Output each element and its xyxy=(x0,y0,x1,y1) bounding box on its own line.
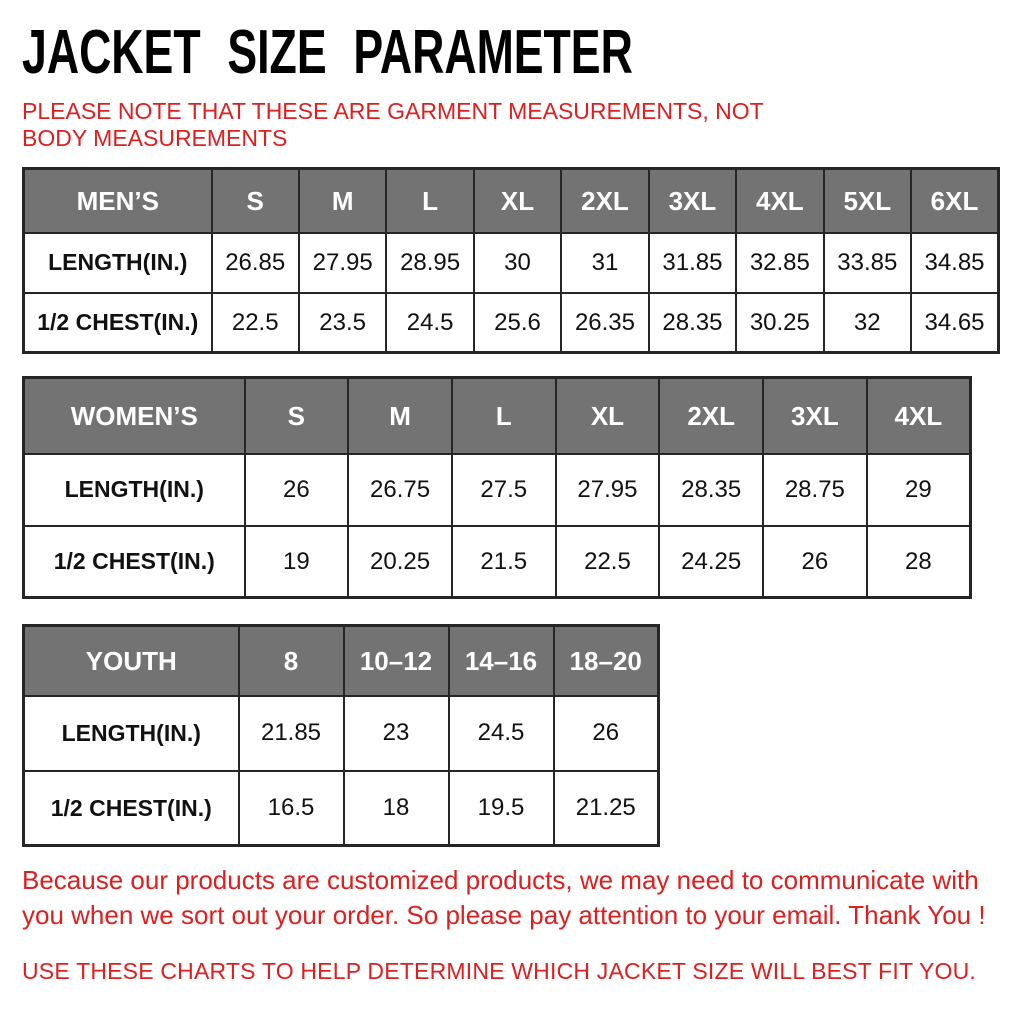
table-cell: 34.85 xyxy=(911,233,999,293)
table-cell: 34.65 xyxy=(911,293,999,353)
table-cell: 24.5 xyxy=(386,293,473,353)
table-cell: 25.6 xyxy=(474,293,561,353)
table-cell: 31 xyxy=(561,233,648,293)
column-header: L xyxy=(452,378,556,454)
row-label: 1/2 CHEST(IN.) xyxy=(24,293,212,353)
table-cell: 26.35 xyxy=(561,293,648,353)
chart-usage-note: USE THESE CHARTS TO HELP DETERMINE WHICH JACKET SIZE WILL BEST FIT YOU. xyxy=(22,957,976,984)
table-cell: 24.5 xyxy=(449,696,554,771)
header-row xyxy=(24,169,999,233)
youth-size-table xyxy=(22,624,660,847)
table-cell: 26 xyxy=(554,696,659,771)
column-header: XL xyxy=(556,378,660,454)
table-cell: 19 xyxy=(245,526,349,598)
table-cell: 21.5 xyxy=(452,526,556,598)
table-cell: 23.5 xyxy=(299,293,386,353)
table-row xyxy=(24,526,971,598)
column-header: S xyxy=(245,378,349,454)
page-title: JACKET SIZE PARAMETER xyxy=(22,18,633,87)
row-label: LENGTH(IN.) xyxy=(24,233,212,293)
column-header: 14–16 xyxy=(449,626,554,696)
column-header: 6XL xyxy=(911,169,999,233)
table-row xyxy=(24,454,971,526)
column-header: 5XL xyxy=(824,169,911,233)
womens-size-table xyxy=(22,376,972,599)
column-header: 10–12 xyxy=(344,626,449,696)
column-header: 2XL xyxy=(561,169,648,233)
column-header: 18–20 xyxy=(554,626,659,696)
table-cell: 28.75 xyxy=(763,454,867,526)
column-header: 4XL xyxy=(736,169,823,233)
column-header: 4XL xyxy=(867,378,971,454)
column-header: XL xyxy=(474,169,561,233)
row-label: LENGTH(IN.) xyxy=(24,454,245,526)
table-cell: 21.85 xyxy=(239,696,344,771)
garment-measurement-note: PLEASE NOTE THAT THESE ARE GARMENT MEASUREMENTS, NOT BODY MEASUREMENTS xyxy=(22,98,764,152)
table-row xyxy=(24,233,999,293)
column-header: M xyxy=(348,378,452,454)
table-row xyxy=(24,771,659,846)
table-cell: 33.85 xyxy=(824,233,911,293)
row-label: 1/2 CHEST(IN.) xyxy=(24,771,239,846)
table-cell: 32.85 xyxy=(736,233,823,293)
table-row xyxy=(24,696,659,771)
table-cell: 26.75 xyxy=(348,454,452,526)
table-cell: 27.95 xyxy=(556,454,660,526)
table-cell: 27.5 xyxy=(452,454,556,526)
table-cell: 30.25 xyxy=(736,293,823,353)
mens-size-table xyxy=(22,167,1000,354)
table-cell: 29 xyxy=(867,454,971,526)
table-cell: 24.25 xyxy=(659,526,763,598)
table-cell: 20.25 xyxy=(348,526,452,598)
table-cell: 28 xyxy=(867,526,971,598)
table-cell: 28.95 xyxy=(386,233,473,293)
table-cell: 30 xyxy=(474,233,561,293)
table-cell: 16.5 xyxy=(239,771,344,846)
row-label: 1/2 CHEST(IN.) xyxy=(24,526,245,598)
table-cell: 26.85 xyxy=(212,233,299,293)
table-cell: 27.95 xyxy=(299,233,386,293)
column-header: M xyxy=(299,169,386,233)
table-cell: 21.25 xyxy=(554,771,659,846)
column-header: MEN’S xyxy=(24,169,212,233)
row-label: LENGTH(IN.) xyxy=(24,696,239,771)
table-cell: 18 xyxy=(344,771,449,846)
table-cell: 32 xyxy=(824,293,911,353)
column-header: 3XL xyxy=(649,169,736,233)
column-header: YOUTH xyxy=(24,626,239,696)
table-cell: 19.5 xyxy=(449,771,554,846)
customization-notice: Because our products are customized products, we may need to communicate with you when we sort out your order. So please pay attention to your email. Thank You ! xyxy=(22,865,986,930)
table-cell: 23 xyxy=(344,696,449,771)
table-cell: 22.5 xyxy=(212,293,299,353)
table-row xyxy=(24,293,999,353)
table-cell: 26 xyxy=(245,454,349,526)
column-header: 3XL xyxy=(763,378,867,454)
column-header: 8 xyxy=(239,626,344,696)
table-cell: 28.35 xyxy=(649,293,736,353)
column-header: WOMEN’S xyxy=(24,378,245,454)
column-header: L xyxy=(386,169,473,233)
column-header: S xyxy=(212,169,299,233)
column-header: 2XL xyxy=(659,378,763,454)
table-cell: 22.5 xyxy=(556,526,660,598)
header-row xyxy=(24,378,971,454)
header-row xyxy=(24,626,659,696)
table-cell: 31.85 xyxy=(649,233,736,293)
table-cell: 26 xyxy=(763,526,867,598)
table-cell: 28.35 xyxy=(659,454,763,526)
